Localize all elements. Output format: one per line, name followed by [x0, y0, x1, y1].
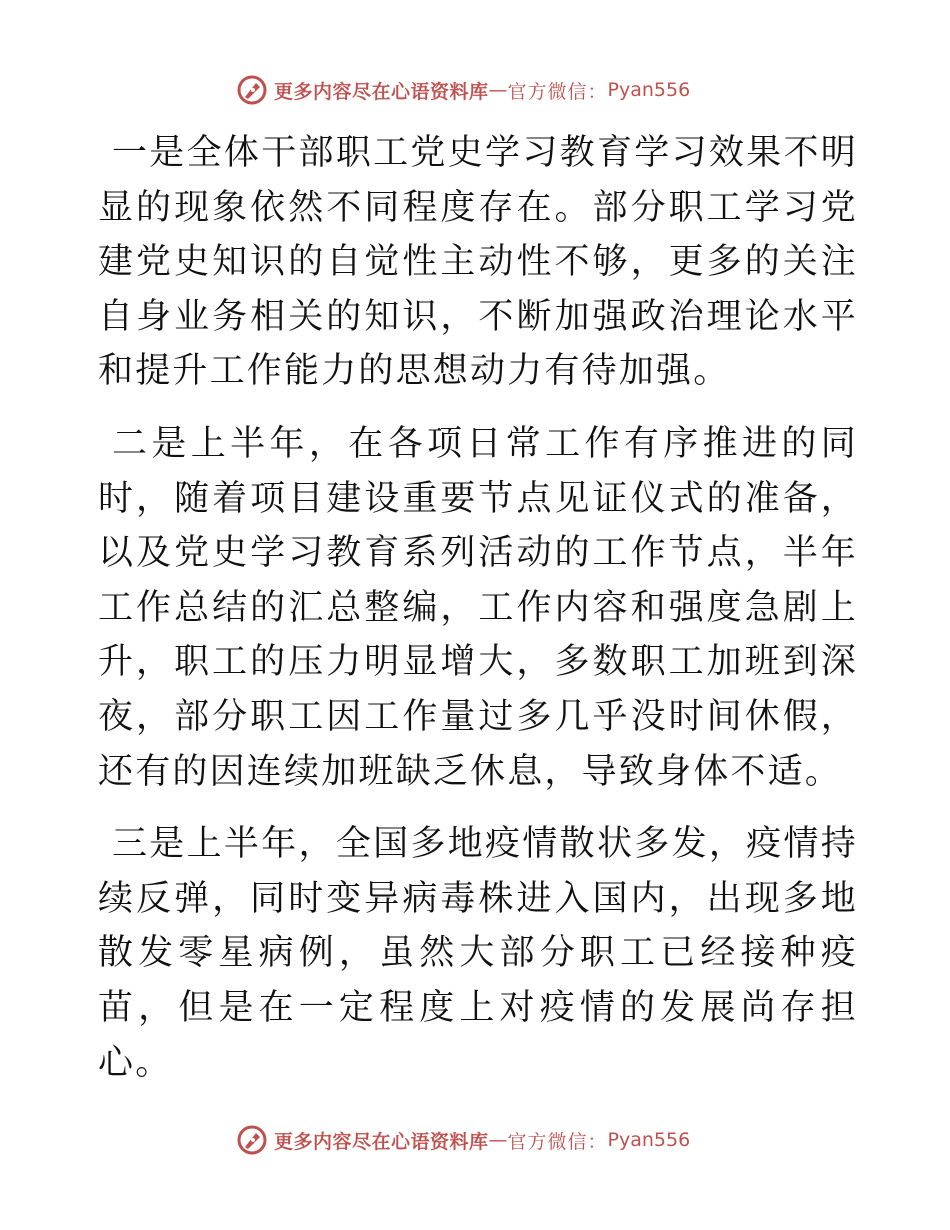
watermark-wechat-id: Pyan556 — [607, 79, 691, 101]
pen-nib-logo-icon — [236, 74, 268, 106]
watermark-dash: — — [488, 1129, 508, 1151]
watermark-dash: — — [488, 79, 508, 101]
header-watermark — [236, 72, 690, 108]
watermark-text: 更多内容尽在心语资料库 — [274, 1130, 489, 1153]
paragraph-1: 一是全体干部职工党史学习教育学习效果不明显的现象依然不同程度存在。部分职工学习党建党史知识的自觉性主动性不够，更多的关注自身业务相关的知识，不断加强政治理论水平和提升工作能力的思想动力有待加强。 — [98, 133, 858, 392]
watermark-text: 更多内容尽在心语资料库 — [274, 80, 489, 103]
watermark-wechat-id: Pyan556 — [607, 1129, 691, 1151]
watermark-subtitle: 官方微信： — [507, 1130, 608, 1153]
document-body — [98, 126, 858, 1108]
footer-watermark — [236, 1122, 690, 1158]
pen-nib-logo-icon — [236, 1124, 268, 1156]
paragraph-2: 二是上半年，在各项日常工作有序推进的同时，随着项目建设重要节点见证仪式的准备，以及党史学习教育系列活动的工作节点，半年工作总结的汇总整编，工作内容和强度急剧上升，职工的压力明显增大，多数职工加班到深夜，部分职工因工作量过多几乎没时间休假，还有的因连续加班缺乏休息，导致身体不适。 — [98, 423, 858, 792]
watermark-subtitle: 官方微信： — [507, 80, 608, 103]
paragraph-3: 三是上半年，全国多地疫情散状多发，疫情持续反弹，同时变异病毒株进入国内，出现多地散发零星病例，虽然大部分职工已经接种疫苗，但是在一定程度上对疫情的发展尚存担心。 — [98, 824, 858, 1083]
